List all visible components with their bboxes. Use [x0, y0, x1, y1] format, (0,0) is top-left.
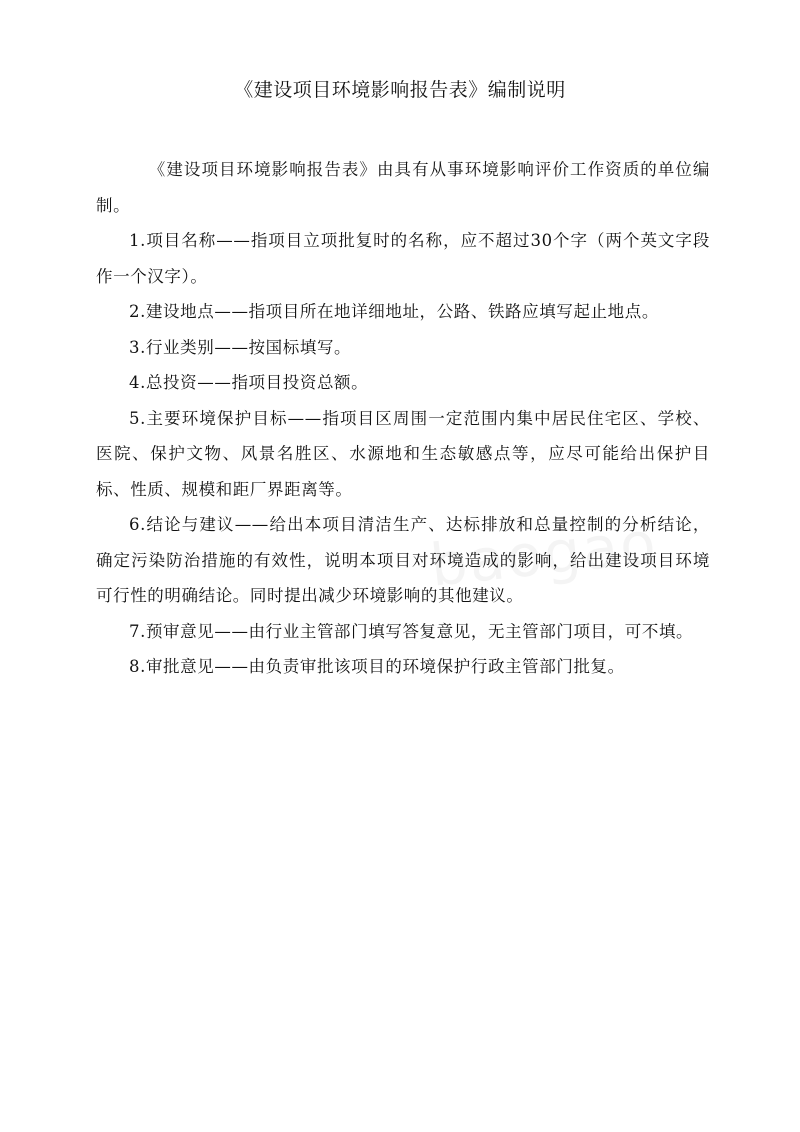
item-total-investment: 4.总投资——指项目投资总额。: [129, 373, 369, 392]
item-protection-targets: 5.主要环境保护目标——指项目区周围一定范围内集中居民住宅区、学校、医院、保护文物、风景名胜区、水源地和生态敏感点等，应尽可能给出保护目标、性质、规模和距厂界距离等。: [96, 408, 710, 499]
item-industry-category: 3.行业类别——按国标填写。: [129, 337, 352, 357]
item-approval-opinion: 8.审批意见——由负责审批该项目的环境保护行政主管部门批复。: [129, 657, 625, 676]
item-conclusion: 6.结论与建议——给出本项目清洁生产、达标排放和总量控制的分析结论，确定污染防治措施的有效性，说明本项目对环境造成的影响，给出建设项目环境可行性的明确结论。同时提出减少环境影响的其他建议。: [96, 515, 710, 605]
item-project-name: 1.项目名称——指项目立项批复时的名称，应不超过30个字（两个英文字段作一个汉字）。: [96, 231, 710, 286]
item-preliminary-review: 7.预审意见——由行业主管部门填写答复意见，无主管部门项目，可不填。: [129, 621, 694, 641]
page-title: 《建设项目环境影响报告表》编制说明: [234, 79, 566, 101]
item-construction-site: 2.建设地点——指项目所在地详细地址，公路、铁路应填写起止地点。: [129, 302, 659, 321]
intro-paragraph: 《建设项目环境影响报告表》由具有从事环境影响评价工作资质的单位编制。: [96, 160, 710, 215]
document-body: [96, 152, 710, 685]
